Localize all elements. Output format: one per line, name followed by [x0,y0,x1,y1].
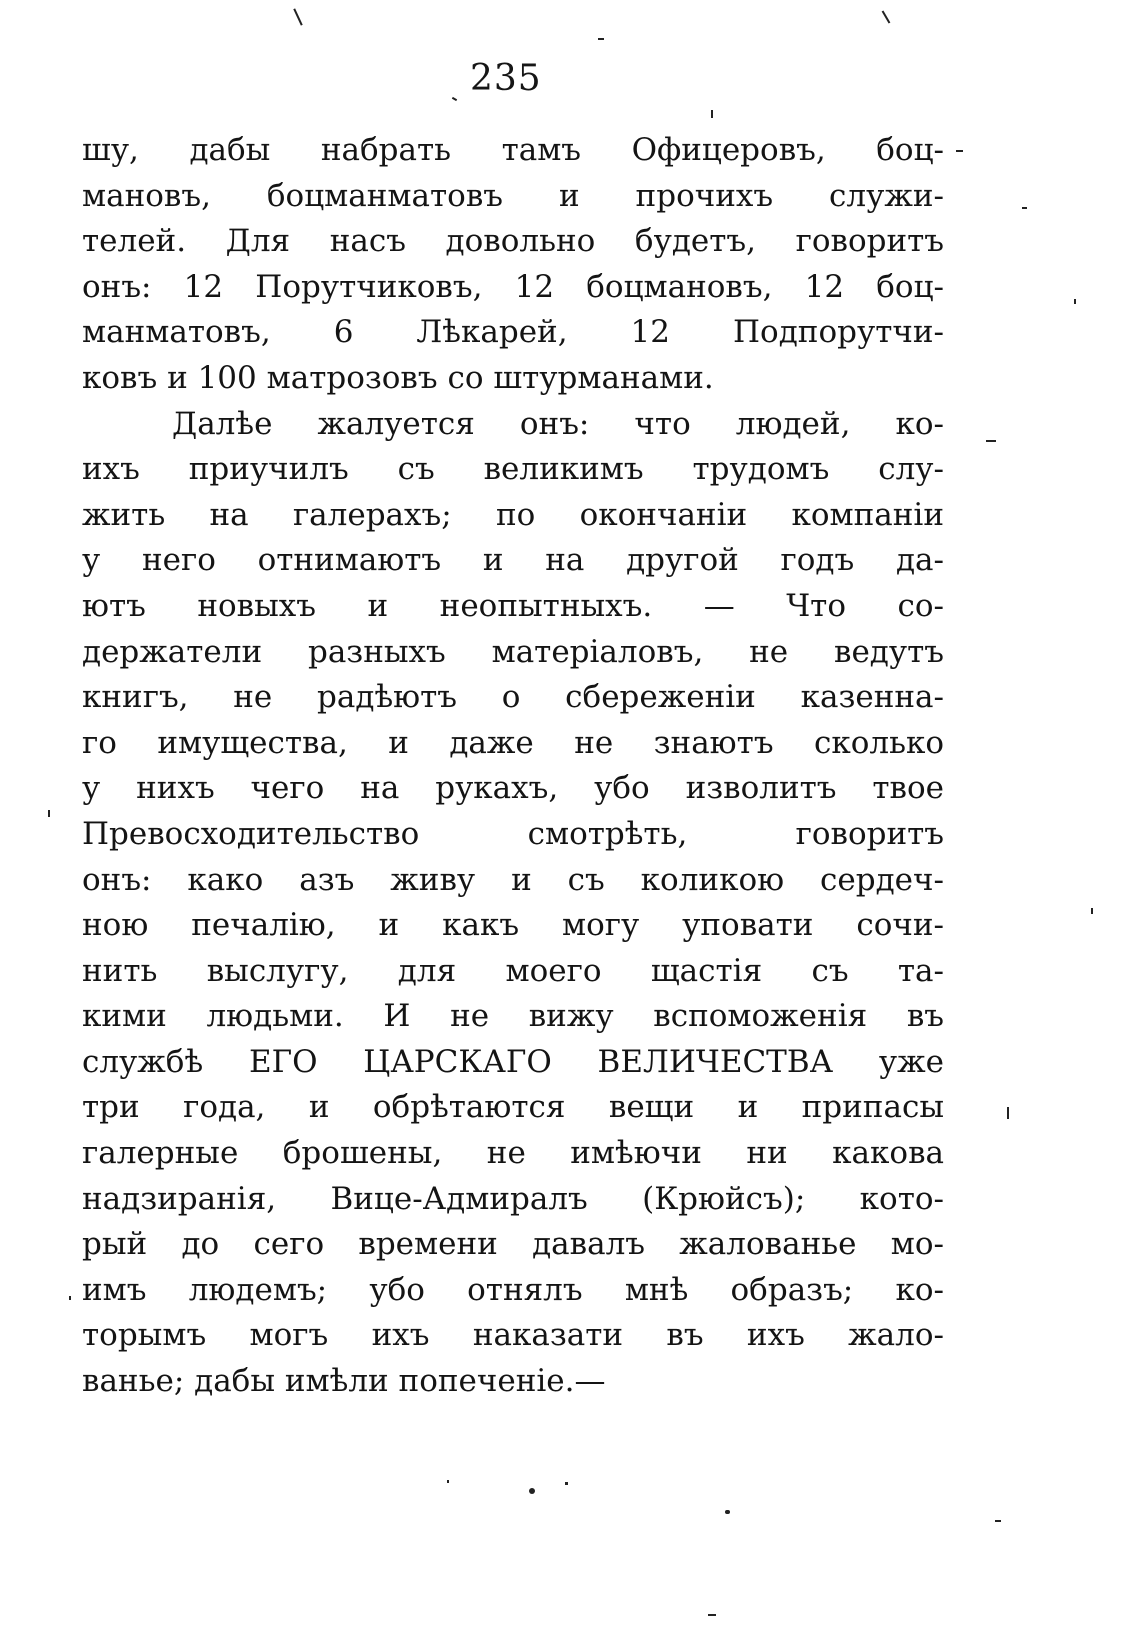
text-line: имъ людемъ; убо отнялъ мнѣ образъ; ко- [82,1271,944,1308]
body-text [82,128,944,1405]
scan-speck [565,1482,568,1485]
scan-speck [708,1614,716,1616]
text-line: у нихъ чего на рукахъ, убо изволитъ твое [82,770,944,807]
text-line: телей. Для насъ довольно будетъ, говоритъ [82,223,944,260]
text-line: ванье; дабы имѣли попеченіе.— [82,1363,606,1400]
text-line: Превосходительство смотрѣть, говоритъ [82,815,944,852]
text-line: ною печалію, и какъ могу уповати сочи- [82,907,944,944]
text-line: го имущества, и даже не знаютъ сколько [82,724,944,761]
text-line: манматовъ, 6 Лѣкарей, 12 Подпорутчи- [82,314,944,351]
text-line: надзиранія, Вице-Адмиралъ (Крюйсъ); кото- [82,1180,944,1217]
scan-speck [598,38,604,40]
text-line: ихъ приучилъ съ великимъ трудомъ слу- [82,451,944,488]
scan-speck [995,1520,1001,1522]
page-number: 235 [470,58,542,99]
text-line: жить на галерахъ; по окончаніи компаніи [82,496,944,533]
text-line: шу, дабы набрать тамъ Офицеровъ, боц- [82,132,944,168]
text-line: нить выслугу, для моего щастія съ та- [82,952,944,989]
text-line: службѣ ЕГО ЦАРСКАГО ВЕЛИЧЕСТВА уже [82,1043,944,1080]
scan-speck [529,1488,535,1494]
scan-speck [447,1480,449,1483]
text-line: у него отнимаютъ и на другой годъ да- [82,542,944,579]
text-line: галерные брошены, не имѣючи ни какова [82,1135,944,1172]
text-line: торымъ могъ ихъ наказати въ ихъ жало- [82,1317,944,1354]
text-line: онъ: 12 Порутчиковъ, 12 боцмановъ, 12 боц- [82,268,944,305]
scan-speck [1022,207,1027,209]
paragraph-start-line: Далѣе жалуется онъ: что людей, ко- [172,405,944,442]
scan-speck [69,1296,71,1300]
scan-speck [452,97,457,101]
scan-speck [882,10,891,23]
scan-speck [986,440,996,442]
scan-speck [1074,299,1076,304]
scan-speck [956,150,963,152]
text-line: держатели разныхъ матеріаловъ, не ведутъ [82,633,944,670]
scan-speck [293,8,302,25]
text-line: ковъ и 100 матрозовъ со штурманами. [82,359,714,396]
scan-speck [48,810,50,817]
scan-speck [1007,1107,1009,1119]
scan-speck [725,1510,730,1514]
text-line: онъ: како азъ живу и съ коликою сердеч- [82,861,944,898]
scan-speck [711,110,713,118]
text-line: три года, и обрѣтаются вещи и припасы [82,1089,944,1126]
text-line: ютъ новыхъ и неопытныхъ. — Что со- [82,587,944,624]
scan-speck [1091,908,1093,914]
text-line: мановъ, боцманматовъ и прочихъ служи- [82,177,944,214]
text-line: рый до сего времени давалъ жалованье мо- [82,1226,944,1263]
text-line: кими людьми. И не вижу вспоможенія въ [82,998,944,1035]
text-line: книгъ, не радѣютъ о сбереженіи казенна- [82,679,944,716]
